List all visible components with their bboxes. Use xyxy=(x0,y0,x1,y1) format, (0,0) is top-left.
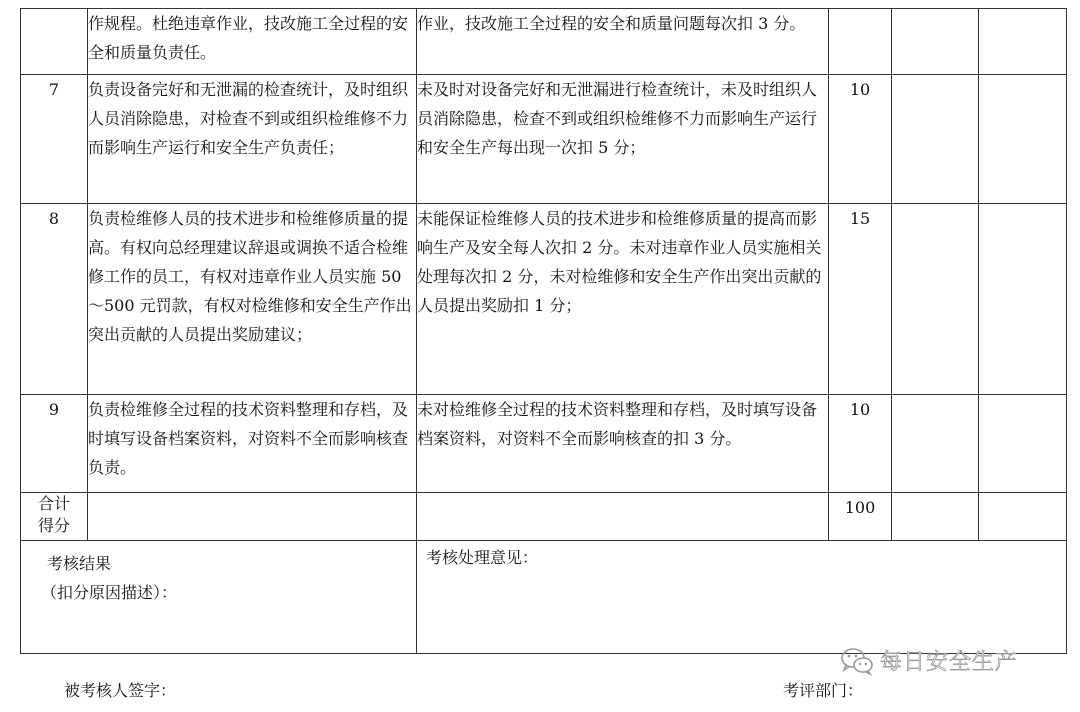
criteria-cell: 作业，技改施工全过程的安全和质量问题每次扣 3 分。 xyxy=(417,9,829,75)
assessment-table xyxy=(20,8,1067,654)
table-row xyxy=(21,204,1067,395)
empty-cell xyxy=(892,493,979,541)
score-cell: 10 xyxy=(829,75,892,204)
row-number: 8 xyxy=(21,204,88,395)
criteria-cell: 未能保证检维修人员的技术进步和检维修质量的提高而影响生产及安全每人次扣 2 分。未对违章作业人员实施相关处理每次扣 2 分，未对检维修和安全生产作出突出贡献的人员提出奖励扣 1 分； xyxy=(417,204,829,395)
score-cell: 15 xyxy=(829,204,892,395)
duty-cell: 作规程。杜绝违章作业，技改施工全过程的安全和质量负责任。 xyxy=(88,9,417,75)
empty-cell xyxy=(892,9,979,75)
result-row xyxy=(21,541,1067,654)
total-label-line1: 合计 xyxy=(37,494,70,513)
opinion-label: 考核处理意见： xyxy=(426,548,539,567)
empty-cell xyxy=(979,493,1067,541)
criteria-cell: 未对检维修全过程的技术资料整理和存档，及时填写设备档案资料，对资料不全而影响核查的扣 3 分。 xyxy=(417,395,829,493)
result-cell xyxy=(21,541,417,654)
row-number: 9 xyxy=(21,395,88,493)
row-number xyxy=(21,9,88,75)
table-row xyxy=(21,75,1067,204)
duty-cell: 负责检维修全过程的技术资料整理和存档，及时填写设备档案资料，对资料不全而影响核查负责。 xyxy=(88,395,417,493)
examinee-signature-label: 被考核人签字： xyxy=(64,681,177,700)
empty-cell xyxy=(892,395,979,493)
total-row xyxy=(21,493,1067,541)
table-row xyxy=(21,9,1067,75)
empty-cell xyxy=(979,75,1067,204)
table-row xyxy=(21,395,1067,493)
opinion-cell xyxy=(417,541,1067,654)
empty-cell xyxy=(979,204,1067,395)
wechat-icon xyxy=(840,646,874,676)
duty-cell: 负责设备完好和无泄漏的检查统计，及时组织人员消除隐患，对检查不到或组织检维修不力而影响生产运行和安全生产负责任； xyxy=(88,75,417,204)
empty-cell xyxy=(892,75,979,204)
score-cell xyxy=(829,9,892,75)
empty-cell xyxy=(892,204,979,395)
watermark-text: 每日安全生产 xyxy=(880,650,1019,675)
result-subtitle: （扣分原因描述）： xyxy=(41,583,178,602)
watermark xyxy=(840,645,1018,676)
row-number: 7 xyxy=(21,75,88,204)
empty-cell xyxy=(979,9,1067,75)
result-title: 考核结果 xyxy=(47,554,112,573)
score-cell: 10 xyxy=(829,395,892,493)
duty-cell: 负责检维修人员的技术进步和检维修质量的提高。有权向总经理建议辞退或调换不适合检维修工作的员工，有权对违章作业人员实施 50～500 元罚款，有权对检维修和安全生产作出突出贡献的人员提出奖励建议； xyxy=(88,204,417,395)
total-label-line2: 得分 xyxy=(37,516,70,535)
empty-cell xyxy=(979,395,1067,493)
total-label xyxy=(21,493,88,541)
department-label: 考评部门： xyxy=(783,681,864,700)
criteria-cell: 未及时对设备完好和无泄漏进行检查统计，未及时组织人员消除隐患，检查不到或组织检维修不力而影响生产运行和安全生产每出现一次扣 5 分； xyxy=(417,75,829,204)
total-score: 100 xyxy=(829,493,892,541)
empty-cell xyxy=(88,493,417,541)
empty-cell xyxy=(417,493,829,541)
